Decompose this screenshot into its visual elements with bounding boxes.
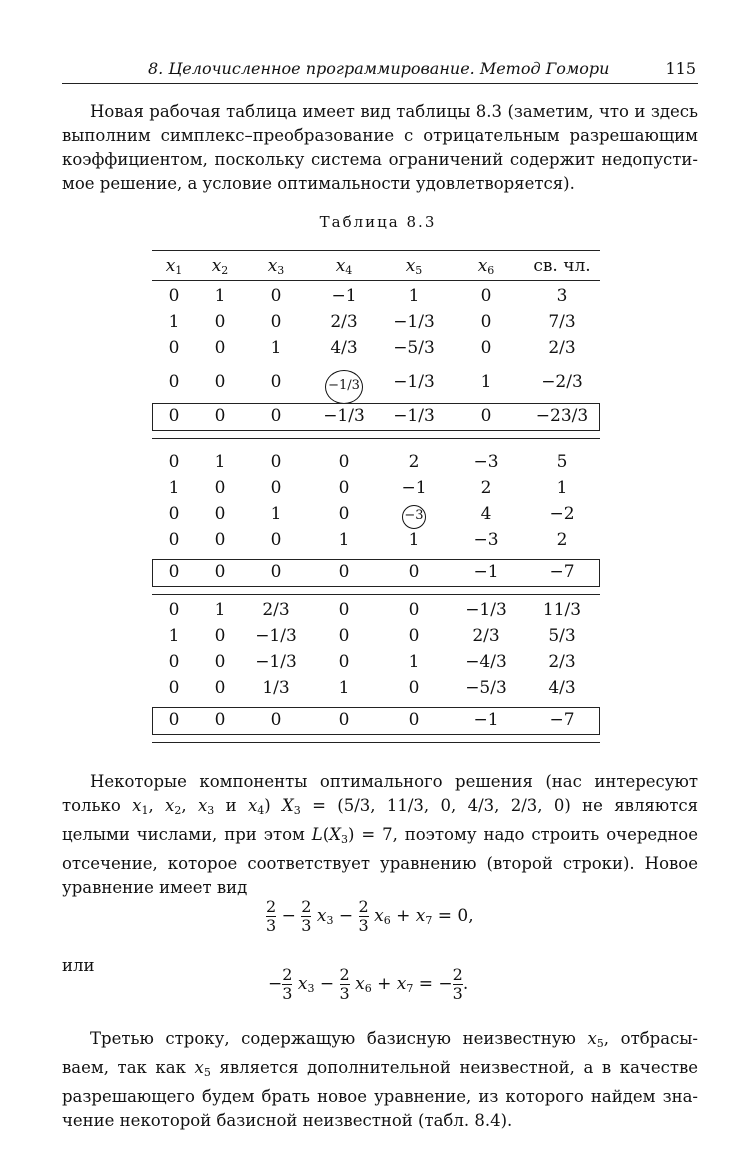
table-cell: 0 bbox=[408, 626, 420, 646]
table-cell: 0 bbox=[168, 286, 180, 306]
table-cell: 1 bbox=[270, 338, 282, 358]
table-cell: 0 bbox=[214, 338, 226, 358]
table-cell: 1 bbox=[168, 626, 180, 646]
column-header: $x_6$ bbox=[477, 256, 495, 277]
equation-2: − $\frac{2}{3}$ $x_3$ − $\frac{2}{3}$ $x_6 + x_7$ = − $\frac{2}{3}$ . bbox=[268, 965, 469, 1003]
solution-line: целыми числами, при этом $L(X_3) = 7$, поэтому надо строить очередное bbox=[62, 825, 699, 846]
table-cell: 0 bbox=[168, 372, 180, 392]
table-cell: 1/3 bbox=[262, 678, 290, 698]
table-cell: 0 bbox=[168, 406, 180, 426]
closing-line: чение некоторой базисной неизвестной (табл. 8.4). bbox=[62, 1111, 513, 1130]
table-cell: 2 bbox=[480, 478, 492, 498]
table-row bbox=[152, 598, 600, 623]
table-cell: 0 bbox=[168, 600, 180, 620]
table-cell: 1 bbox=[214, 600, 226, 620]
table-cell: −23/3 bbox=[535, 406, 589, 426]
table-cell: 0 bbox=[214, 504, 226, 524]
table-row bbox=[152, 370, 600, 395]
table-cell: 0 bbox=[338, 600, 350, 620]
table-rule bbox=[152, 250, 600, 251]
intro-line: Новая рабочая таблица имеет вид таблицы 8.3 (заметим, что и здесь bbox=[90, 102, 698, 121]
table-cell: 0 bbox=[168, 652, 180, 672]
table-cell: 1 bbox=[214, 286, 226, 306]
closing-line: Третью строку, содержащую базисную неизвестную $x_5$, отбрасы- bbox=[90, 1029, 698, 1050]
table-cell: −7 bbox=[549, 710, 575, 730]
table-cell: 0 bbox=[168, 710, 180, 730]
table-row bbox=[152, 676, 600, 701]
table-cell: 0 bbox=[480, 312, 492, 332]
table-cell: 0 bbox=[214, 652, 226, 672]
table-cell: 5/3 bbox=[548, 626, 576, 646]
intro-line: мое решение, а условие оптимальности удовлетворяется). bbox=[62, 174, 575, 193]
table-cell: 1 bbox=[338, 530, 350, 550]
table-header-row bbox=[152, 254, 600, 279]
solution-line: только $x_1$, $x_2$, $x_3$ и $x_4$) $X_3 = (5/3$, 11/3, 0, 4/3, 2/3, 0) не являются bbox=[62, 796, 698, 817]
table-cell: −1 bbox=[331, 286, 357, 306]
table-cell: −1/3 bbox=[393, 312, 435, 332]
column-header: св. чл. bbox=[533, 256, 591, 276]
table-row bbox=[152, 476, 600, 501]
table-cell: 11/3 bbox=[542, 600, 582, 620]
table-cell: 0 bbox=[338, 504, 350, 524]
table-rule bbox=[152, 438, 600, 439]
table-cell: 0 bbox=[214, 626, 226, 646]
table-cell: −1/3 bbox=[255, 652, 297, 672]
objective-row bbox=[152, 560, 600, 585]
table-cell: 0 bbox=[270, 406, 282, 426]
table-cell: 1 bbox=[556, 478, 568, 498]
column-header: $x_4$ bbox=[335, 256, 353, 277]
table-cell: 2/3 bbox=[548, 652, 576, 672]
table-cell: 0 bbox=[168, 452, 180, 472]
table-cell: −5/3 bbox=[393, 338, 435, 358]
table-cell: 0 bbox=[408, 678, 420, 698]
table-cell: 7/3 bbox=[548, 312, 576, 332]
table-cell: 0 bbox=[338, 478, 350, 498]
table-cell: 0 bbox=[168, 562, 180, 582]
table-cell: 1 bbox=[168, 478, 180, 498]
column-header: $x_5$ bbox=[405, 256, 423, 277]
closing-line: разрешающего будем брать новое уравнение, из которого найдем зна- bbox=[62, 1087, 698, 1106]
solution-line: уравнение имеет вид bbox=[62, 878, 248, 897]
intro-paragraph bbox=[62, 100, 698, 196]
table-cell: 2/3 bbox=[262, 600, 290, 620]
table-cell: 0 bbox=[270, 372, 282, 392]
table-cell: −7 bbox=[549, 562, 575, 582]
table-cell: 0 bbox=[338, 710, 350, 730]
table-row bbox=[152, 284, 600, 309]
table-cell: 0 bbox=[214, 530, 226, 550]
table-cell: 2/3 bbox=[330, 312, 358, 332]
table-row bbox=[152, 528, 600, 553]
table-cell: 1 bbox=[408, 530, 420, 550]
table-cell: −1 bbox=[401, 478, 427, 498]
closing-paragraph bbox=[62, 1027, 698, 1133]
pivot-element-circle: −3 bbox=[402, 505, 426, 529]
table-cell: 0 bbox=[270, 452, 282, 472]
page-number: 115 bbox=[665, 59, 696, 78]
table-cell: 0 bbox=[480, 338, 492, 358]
table-cell: 2 bbox=[556, 530, 568, 550]
table-cell: 2/3 bbox=[548, 338, 576, 358]
table-cell: −3 bbox=[473, 452, 499, 472]
table-cell: 0 bbox=[338, 652, 350, 672]
table-cell: −2 bbox=[549, 504, 575, 524]
table-cell: 0 bbox=[168, 530, 180, 550]
table-cell: 0 bbox=[408, 562, 420, 582]
table-cell: −2/3 bbox=[541, 372, 583, 392]
table-cell: 2/3 bbox=[472, 626, 500, 646]
table-cell: 1 bbox=[338, 678, 350, 698]
table-cell: 5 bbox=[556, 452, 568, 472]
table-cell: −1 bbox=[473, 562, 499, 582]
table-cell: 4 bbox=[480, 504, 492, 524]
objective-row bbox=[152, 404, 600, 429]
table-cell: −1/3 bbox=[393, 372, 435, 392]
solution-line: отсечение, которое соответствует уравнению (второй строки). Новое bbox=[62, 854, 698, 873]
table-cell: 0 bbox=[214, 478, 226, 498]
intro-line: коэффициентом, поскольку система ограничений содержит недопусти- bbox=[62, 150, 698, 169]
solution-line: Некоторые компоненты оптимального решения (нас интересуют bbox=[90, 772, 698, 791]
pivot-element-circle: −1/3 bbox=[325, 370, 363, 404]
table-cell: 0 bbox=[270, 530, 282, 550]
objective-row bbox=[152, 708, 600, 733]
table-cell: 1 bbox=[168, 312, 180, 332]
table-cell: 0 bbox=[214, 562, 226, 582]
table-cell: 0 bbox=[168, 678, 180, 698]
table-cell: 0 bbox=[214, 312, 226, 332]
table-cell: 1 bbox=[480, 372, 492, 392]
column-header: $x_1$ bbox=[165, 256, 183, 277]
table-cell: 1 bbox=[270, 504, 282, 524]
solution-paragraph bbox=[62, 770, 698, 900]
running-header bbox=[62, 59, 698, 84]
table-row bbox=[152, 310, 600, 335]
table-cell: 4/3 bbox=[330, 338, 358, 358]
table-row bbox=[152, 650, 600, 675]
table-cell: 4/3 bbox=[548, 678, 576, 698]
table-row bbox=[152, 624, 600, 649]
table-cell: 0 bbox=[214, 678, 226, 698]
word-ili: или bbox=[62, 956, 95, 975]
table-cell: 0 bbox=[270, 312, 282, 332]
table-cell: −1/3 bbox=[393, 406, 435, 426]
intro-line: выполним симплекс–преобразование с отрицательным разрешающим bbox=[62, 126, 698, 145]
column-header: $x_3$ bbox=[267, 256, 285, 277]
table-cell: 2 bbox=[408, 452, 420, 472]
table-cell: 1 bbox=[214, 452, 226, 472]
table-cell: 0 bbox=[168, 338, 180, 358]
equation-1: $\frac{2}{3}$ − $\frac{2}{3}$ $x_3$ − $\frac{2}{3}$ $x_6 + x_7 = 0$, bbox=[266, 897, 474, 935]
table-cell: −1 bbox=[473, 710, 499, 730]
table-cell: 1 bbox=[408, 286, 420, 306]
table-row bbox=[152, 502, 600, 527]
table-cell: 1 bbox=[408, 652, 420, 672]
table-cell: 0 bbox=[214, 710, 226, 730]
table-caption: Таблица 8.3 bbox=[319, 213, 437, 231]
table-row bbox=[152, 450, 600, 475]
table-cell: −1/3 bbox=[465, 600, 507, 620]
table-cell: −4/3 bbox=[465, 652, 507, 672]
table-rule bbox=[152, 742, 600, 743]
closing-line: ваем, так как $x_5$ является дополнительной неизвестной, а в качестве bbox=[62, 1058, 699, 1079]
table-cell bbox=[384, 502, 444, 529]
table-cell: 0 bbox=[338, 626, 350, 646]
table-cell bbox=[314, 370, 374, 404]
table-rule bbox=[152, 280, 600, 281]
table-cell: −1/3 bbox=[255, 626, 297, 646]
table-cell: −1/3 bbox=[323, 406, 365, 426]
table-cell: 3 bbox=[556, 286, 568, 306]
header-title: 8. Целочисленное программирование. Метод Гомори bbox=[148, 59, 610, 78]
table-cell: 0 bbox=[408, 600, 420, 620]
table-cell: 0 bbox=[338, 562, 350, 582]
table-cell: 0 bbox=[270, 286, 282, 306]
table-cell: 0 bbox=[480, 286, 492, 306]
table-rule bbox=[152, 594, 600, 595]
table-cell: 0 bbox=[270, 562, 282, 582]
table-row bbox=[152, 336, 600, 361]
table-cell: 0 bbox=[270, 478, 282, 498]
table-cell: 0 bbox=[270, 710, 282, 730]
table-cell: 0 bbox=[168, 504, 180, 524]
column-header: $x_2$ bbox=[211, 256, 229, 277]
table-cell: 0 bbox=[338, 452, 350, 472]
table-cell: 0 bbox=[214, 406, 226, 426]
table-cell: 0 bbox=[480, 406, 492, 426]
table-cell: −5/3 bbox=[465, 678, 507, 698]
table-cell: 0 bbox=[214, 372, 226, 392]
table-cell: 0 bbox=[408, 710, 420, 730]
table-cell: −3 bbox=[473, 530, 499, 550]
